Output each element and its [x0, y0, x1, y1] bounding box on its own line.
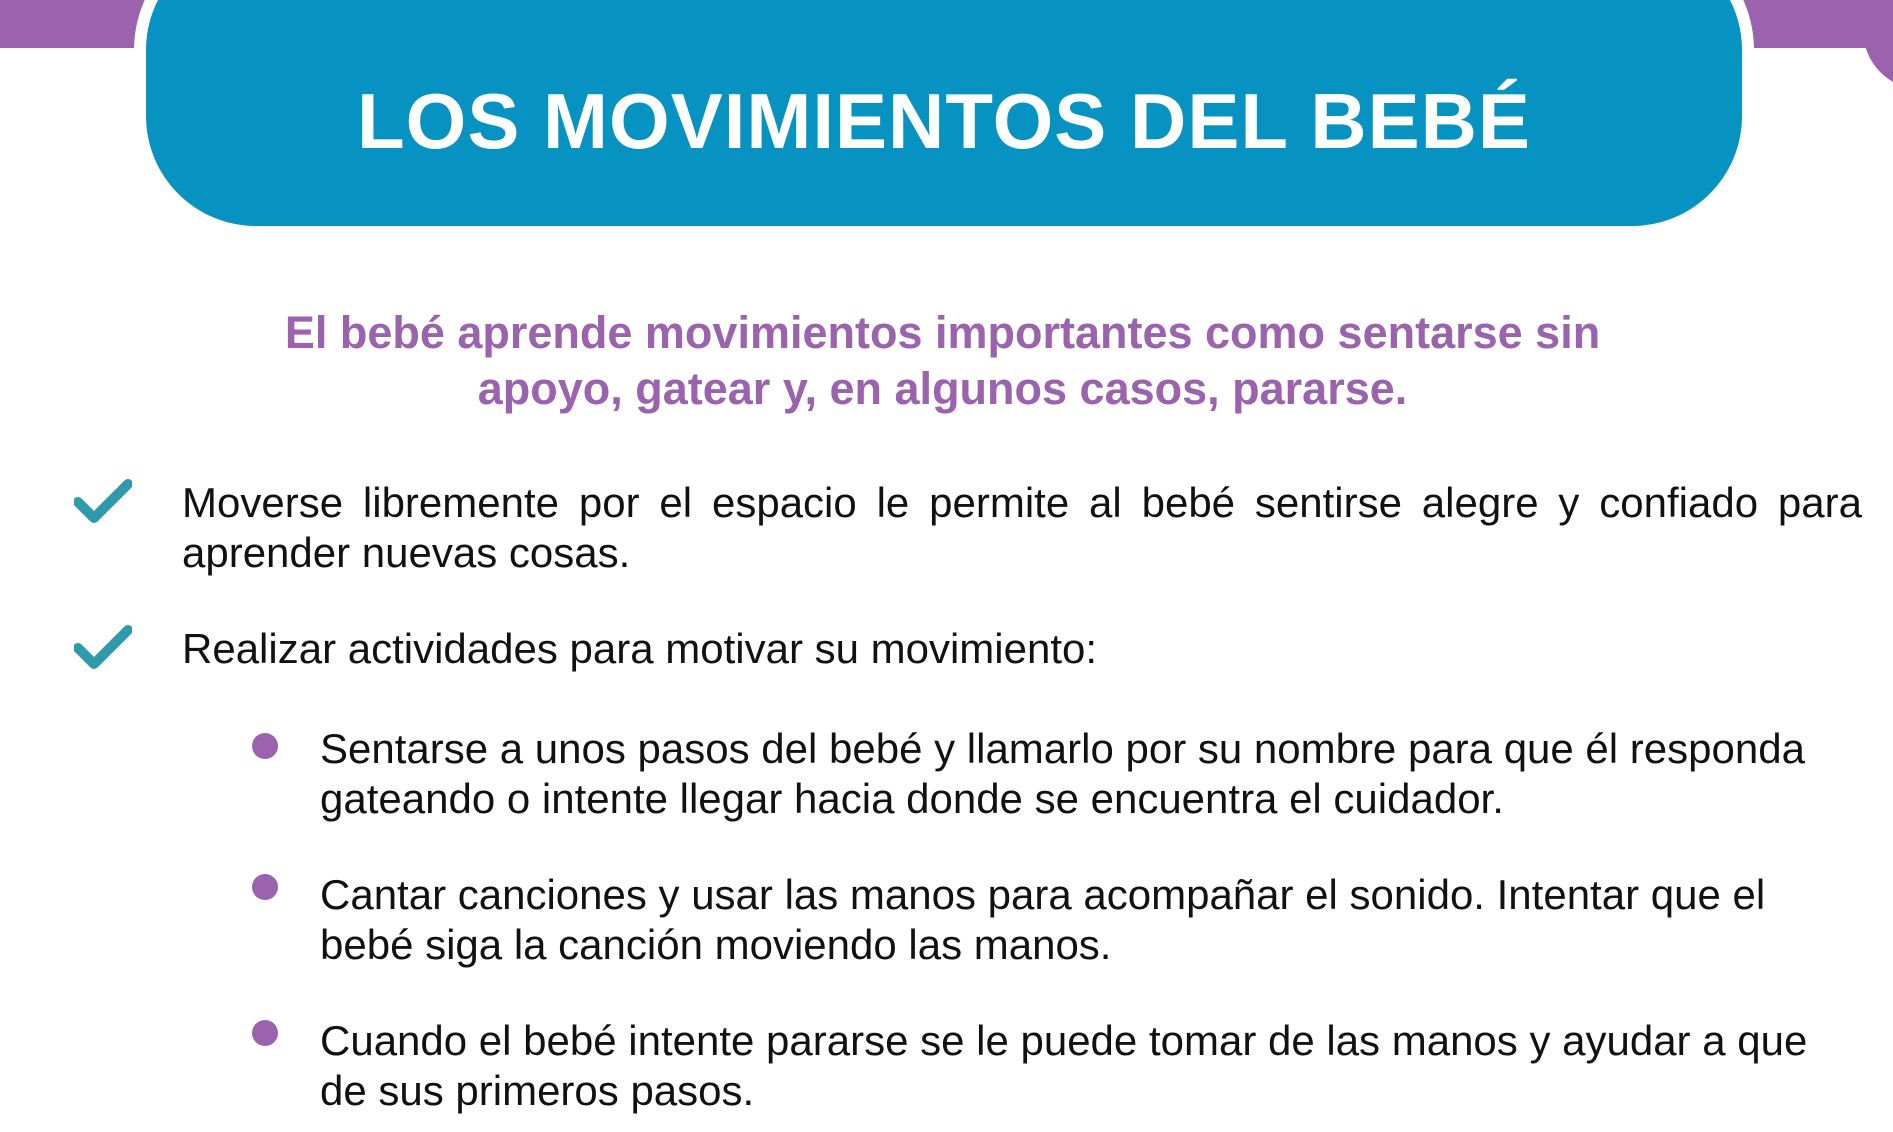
checklist-line: Realizar actividades para motivar su movimiento:	[182, 625, 1098, 672]
activity-line: Cantar canciones y usar las manos para acompañar el sonido. Intentar que el	[320, 871, 1766, 918]
check-icon	[74, 478, 132, 524]
activity-text	[320, 724, 1860, 824]
intro-line: El bebé aprende movimientos importantes como sentarse sin	[284, 307, 1601, 358]
intro-paragraph	[240, 305, 1645, 417]
corner-decoration	[1863, 0, 1893, 90]
activity-line: de sus primeros pasos.	[320, 1067, 755, 1114]
checklist-text	[182, 624, 1862, 674]
activity-line: Sentarse a unos pasos del bebé y llamarlo por su nombre para que él responda	[320, 725, 1805, 772]
check-icon	[74, 624, 132, 670]
bullet-dot-icon	[252, 1020, 278, 1046]
title-banner	[146, 0, 1742, 226]
checklist-text	[182, 478, 1862, 578]
bullet-dot-icon	[252, 874, 278, 900]
page-title: LOS MOVIMIENTOS DEL BEBÉ	[357, 77, 1531, 165]
checklist-line: aprender nuevas cosas.	[182, 529, 631, 576]
activity-line: Cuando el bebé intente pararse se le puede tomar de las manos y ayudar a que	[320, 1017, 1808, 1064]
checklist-line: Moverse libremente por el espacio le permite al bebé sentirse alegre y confiado para	[182, 479, 1862, 526]
activity-text	[320, 870, 1860, 970]
activity-text	[320, 1016, 1860, 1116]
activity-line: bebé siga la canción moviendo las manos.	[320, 921, 1112, 968]
bullet-dot-icon	[252, 733, 278, 759]
activity-line: gateando o intente llegar hacia donde se encuentra el cuidador.	[320, 775, 1504, 822]
intro-line: apoyo, gatear y, en algunos casos, pararse.	[477, 363, 1408, 414]
